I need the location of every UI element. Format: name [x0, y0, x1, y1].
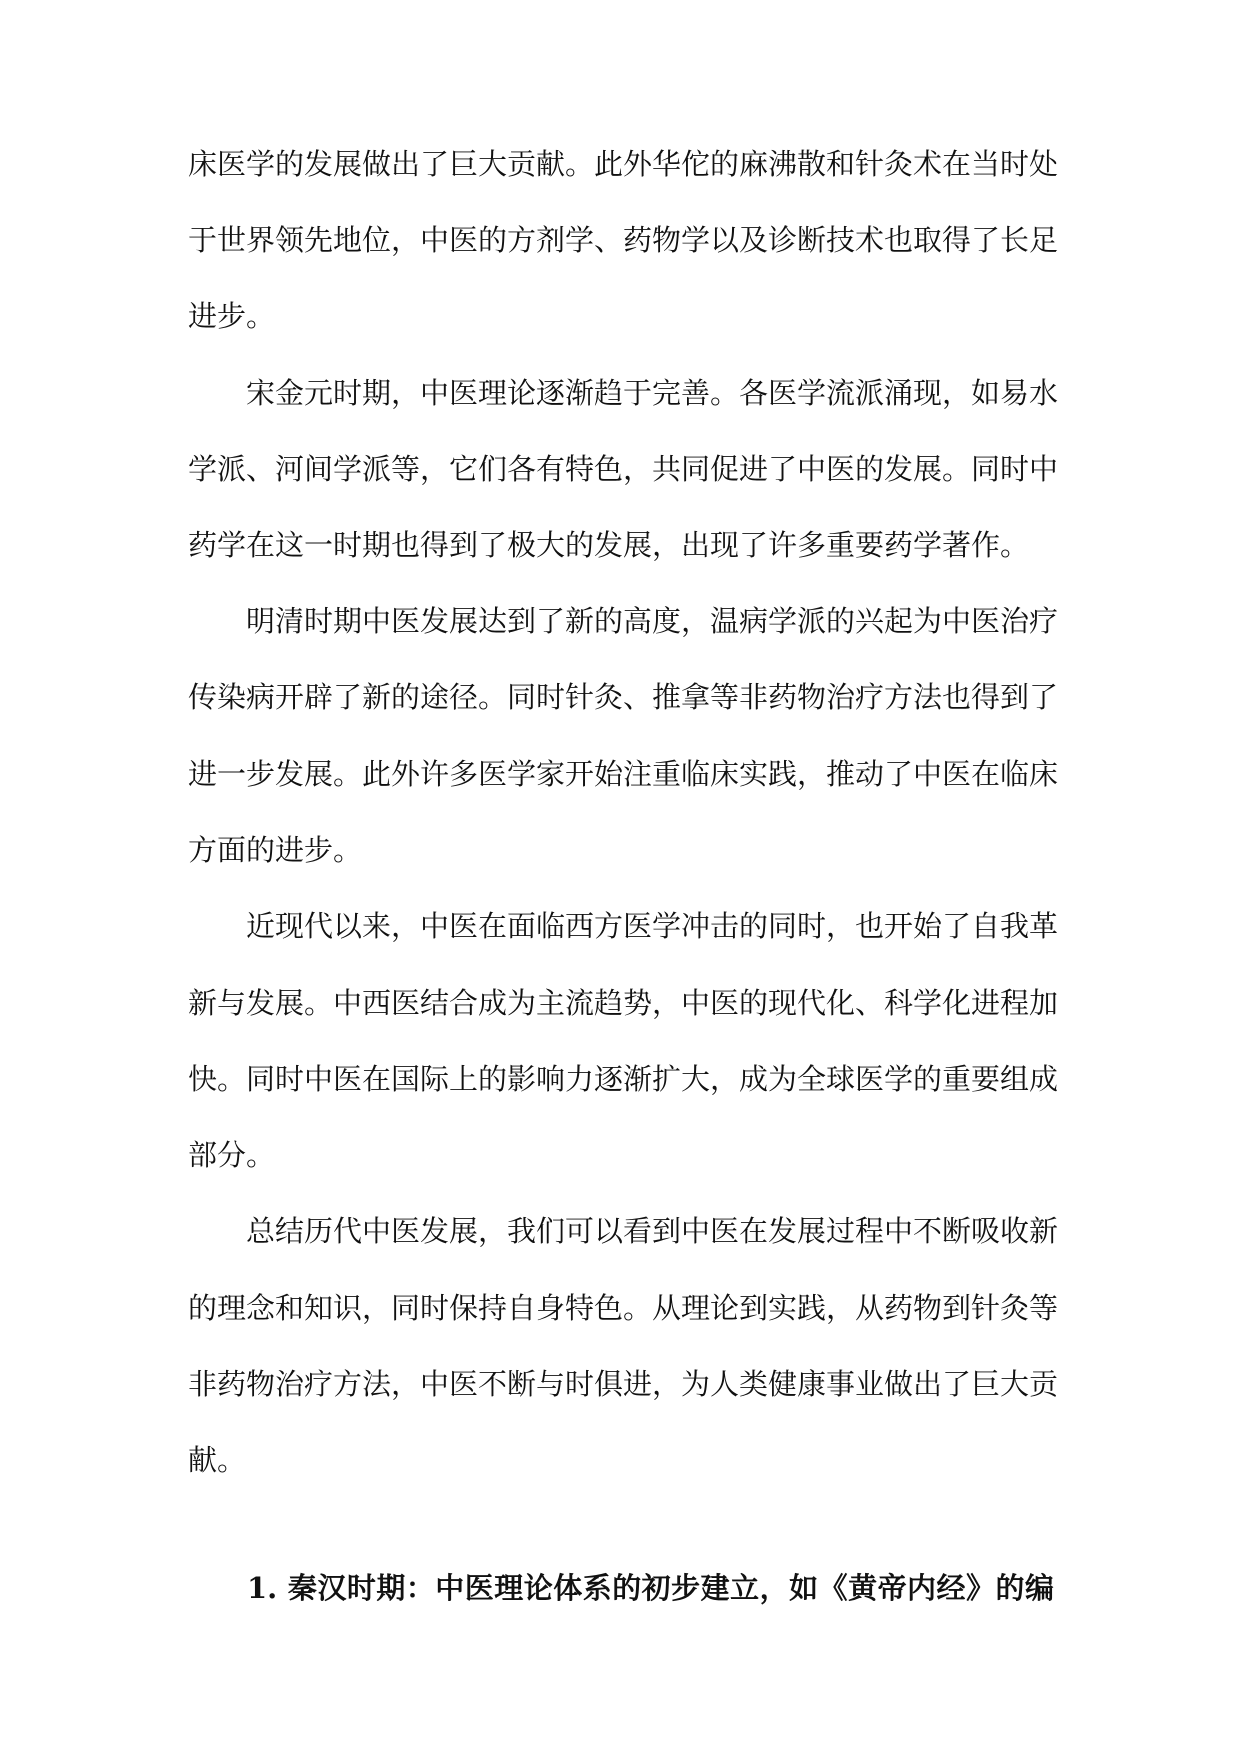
paragraph-line: 传染病开辟了新的途径。同时针灸、推拿等非药物治疗方法也得到了: [188, 680, 1059, 714]
paragraph-line: 进一步发展。此外许多医学家开始注重临床实践，推动了中医在临床: [188, 757, 1059, 791]
paragraph-line: 进步。: [188, 299, 276, 333]
section-heading: 1. 秦汉时期：中医理论体系的初步建立，如《黄帝内经》的编: [247, 1571, 1054, 1605]
paragraph-line: 于世界领先地位，中医的方剂学、药物学以及诊断技术也取得了长足: [188, 223, 1059, 257]
paragraph-line: 快。同时中医在国际上的影响力逐渐扩大，成为全球医学的重要组成: [188, 1062, 1059, 1096]
paragraph-line: 新与发展。中西医结合成为主流趋势，中医的现代化、科学化进程加: [188, 986, 1059, 1020]
paragraph-line: 部分。: [188, 1138, 276, 1172]
paragraph-line: 近现代以来，中医在面临西方医学冲击的同时，也开始了自我革: [246, 909, 1059, 943]
paragraph-line: 床医学的发展做出了巨大贡献。此外华佗的麻沸散和针灸术在当时处: [188, 147, 1059, 181]
paragraph-line: 方面的进步。: [188, 833, 363, 867]
paragraph-line: 的理念和知识，同时保持自身特色。从理论到实践，从药物到针灸等: [188, 1291, 1059, 1325]
paragraph-line: 献。: [188, 1443, 247, 1477]
paragraph-line: 非药物治疗方法，中医不断与时俱进，为人类健康事业做出了巨大贡: [188, 1367, 1059, 1401]
paragraph-line: 明清时期中医发展达到了新的高度，温病学派的兴起为中医治疗: [246, 604, 1059, 638]
paragraph-line: 宋金元时期，中医理论逐渐趋于完善。各医学流派涌现，如易水: [246, 376, 1059, 410]
paragraph-line: 总结历代中医发展，我们可以看到中医在发展过程中不断吸收新: [246, 1214, 1059, 1248]
paragraph-line: 学派、河间学派等，它们各有特色，共同促进了中医的发展。同时中: [188, 452, 1059, 486]
paragraph-line: 药学在这一时期也得到了极大的发展，出现了许多重要药学著作。: [188, 528, 1030, 562]
